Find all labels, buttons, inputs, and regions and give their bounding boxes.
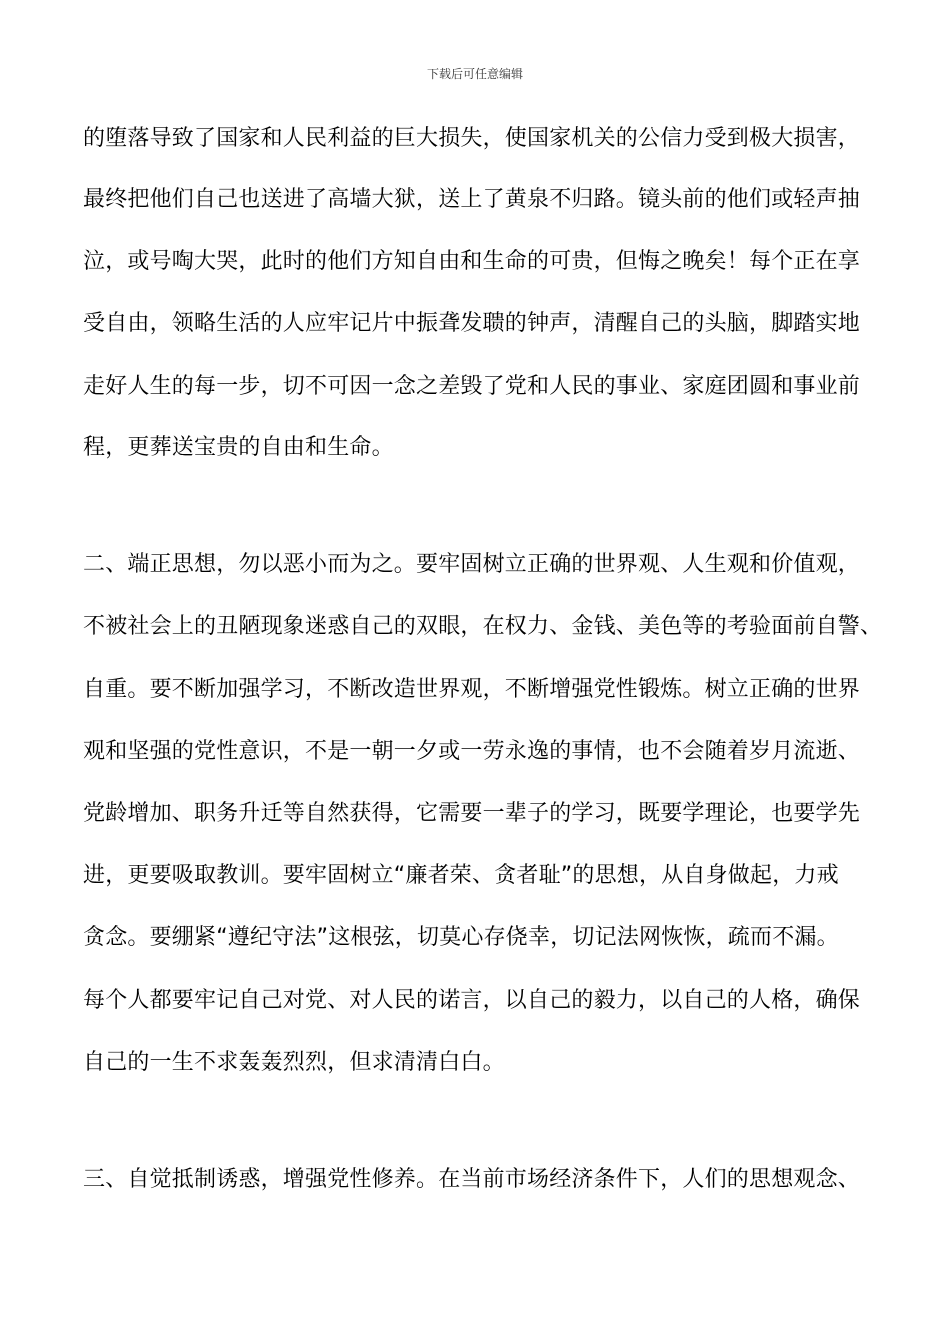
text-line: 自重。要不断加强学习，不断改造世界观，不断增强党性锻炼。树立正确的世界: [83, 677, 861, 702]
text-line: 观和坚强的党性意识，不是一朝一夕或一劳永逸的事情，也不会随着岁月流逝、: [83, 739, 861, 764]
page-header: 下载后可任意编辑: [426, 67, 523, 81]
text-line: 泣，或号啕大哭，此时的他们方知自由和生命的可贵，但悔之晚矣！每个正在享: [83, 249, 861, 274]
text-line: 自己的一生不求轰轰烈烈，但求清清白白。: [83, 1050, 505, 1075]
text-line: 每个人都要牢记自己对党、对人民的诺言，以自己的毅力，以自己的人格，确保: [83, 988, 861, 1013]
text-line: 走好人生的每一步，切不可因一念之差毁了党和人民的事业、家庭团圆和事业前: [83, 374, 861, 399]
text-line: 进，更要吸取教训。要牢固树立“廉者荣、贪者耻”的思想，从自身做起，力戒: [83, 863, 839, 888]
text-line: 最终把他们自己也送进了高墙大狱，送上了黄泉不归路。镜头前的他们或轻声抽: [83, 187, 861, 212]
text-line: 贪念。要绷紧“遵纪守法”这根弦，切莫心存侥幸，切记法网恢恢，疏而不漏。: [83, 925, 839, 950]
text-line: 三、自觉抵制诱惑，增强党性修养。在当前市场经济条件下，人们的思想观念、: [83, 1167, 861, 1192]
text-line: 程，更葬送宝贵的自由和生命。: [83, 435, 394, 460]
text-line: 的堕落导致了国家和人民利益的巨大损失，使国家机关的公信力受到极大损害，: [83, 126, 861, 151]
text-line: 二、端正思想，勿以恶小而为之。要牢固树立正确的世界观、人生观和价值观，: [83, 552, 861, 577]
text-line: 不被社会上的丑陋现象迷惑自己的双眼，在权力、金钱、美色等的考验面前自警、: [83, 614, 883, 639]
text-line: 党龄增加、职务升迁等自然获得，它需要一辈子的学习，既要学理论，也要学先: [83, 801, 861, 826]
text-line: 受自由，领略生活的人应牢记片中振聋发聩的钟声，清醒自己的头脑，脚踏实地: [83, 311, 861, 336]
